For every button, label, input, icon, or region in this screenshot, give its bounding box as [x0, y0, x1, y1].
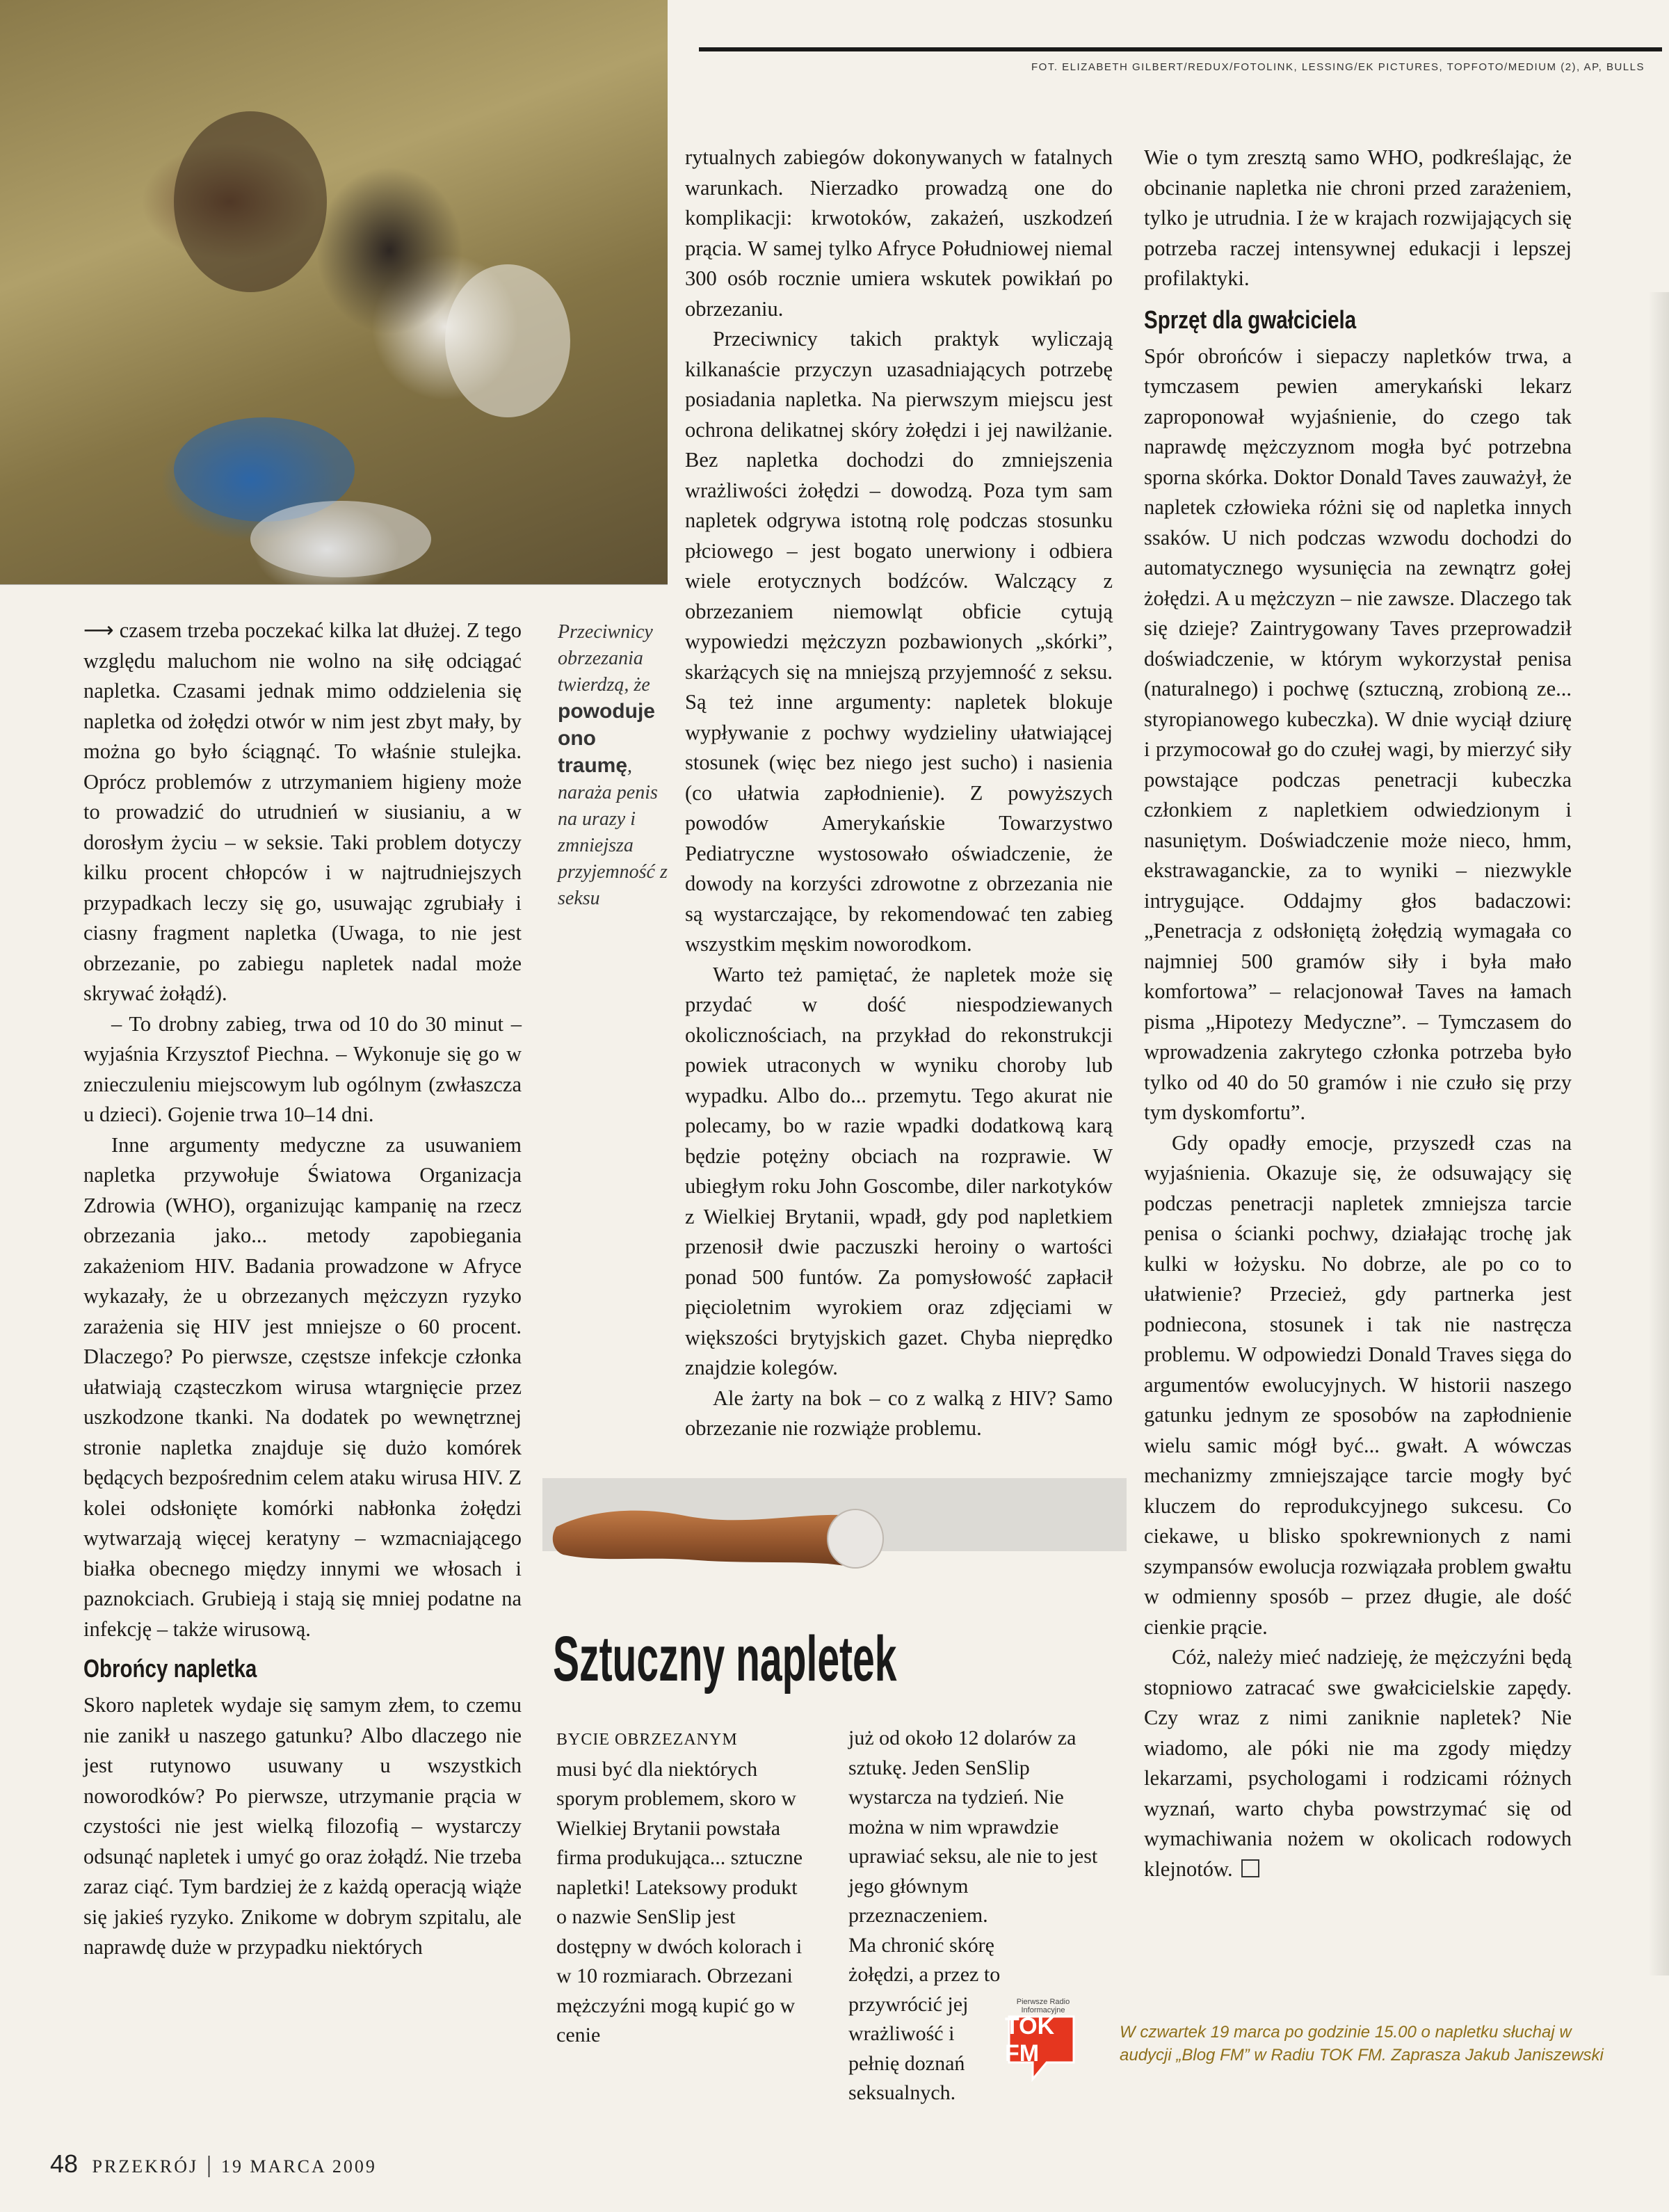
- col1-paragraph-4: Skoro napletek wydaje się samym złem, to czemu nie zanikł u naszego gatunku? Albo dlaczego nie jest rutynowo usuwany u wszystkich noworodków? Po pierwsze, utrzymanie prącia w czystości nie jest wielką filozofią – wystarczy odsunąć napletek i umyć go oraz żołądź. Nie trzeba zaraz ciąć. Tym bardziej że z każdą operacją wiąże się jakieś ryzyko. Znikome w dobrym szpitalu, ale naprawdę duże w przypadku niektórych: [83, 1693, 522, 1959]
- pull-quote-before: Przeciwnicy obrzezania twierdzą, że: [558, 621, 653, 696]
- box-right-paragraph-2: Ma chronić skórę żołędzi, a przez to przywrócić jej wrażliwość i pełnię doznań seksualnych.: [848, 1933, 1001, 2104]
- col3-p4-text: Cóż, należy mieć nadzieję, że mężczyźni będą stopniowo zatracać swe gwałcicielskie zapędy. Czy wraz z nimi zaniknie napletek? Nie wiadomo, ale póki nie ma zgody między lekarzami, psychologami i rodzicami różnych wyznań, warto chyba powstrzymać się od wymachiwania nożem w okolicach rodowych klejnotów.: [1144, 1645, 1572, 1881]
- col3-paragraph-4: [1144, 1642, 1572, 1884]
- col3-subheading: Sprzęt dla gwałciciela: [1144, 305, 1357, 334]
- box-column-left: [556, 1724, 807, 2051]
- credit-rule: [699, 47, 1662, 51]
- col3-paragraph-3: Gdy opadły emocje, przyszedł czas na wyjaśnienia. Okazuje się, że odsuwający się podczas penetracji napletek zmniejsza tarcie penisa o ścianki pochwy, działając trochę jak kulki w łożysku. No dobrze, ale po co to ułatwienie? Przecież, gdy partnerka jest podniecona, stosunek i tak nie nastręcza problemu. W odpowiedzi Donald Traves sięga do argumentów ewolucyjnych. W historii naszego gatunku jednym ze sposobów na zapłodnienie wielu samic mógł być... gwałt. A wówczas mechanizmy zmniejszające tarcie mogły być kluczem do reprodukcyjnego sukcesu. Co ciekawe, u blisko spokrewnionych z nami szympansów ewolucja rozwiązała problem gwałtu w odmienny sposób – przez długie, ale dość cienkie prącie.: [1144, 1130, 1572, 1639]
- box-lead: BYCIE OBRZEZANYM: [556, 1731, 738, 1749]
- photo-bag: [445, 264, 570, 417]
- issue-date: 19 MARCA 2009: [220, 2156, 377, 2177]
- pull-quote-after: , naraża penis na urazy i zmniejsza przyjemność z seksu: [558, 755, 668, 909]
- box-left-paragraph: [556, 1724, 807, 2051]
- photo-gloves: [250, 501, 431, 577]
- article-photo: [0, 0, 668, 585]
- col1-paragraph-3: Inne argumenty medyczne za usuwaniem napletka przywołuje Światowa Organizacja Zdrowia (WHO), organizując kampanię na rzecz obrzezania jako... metody zapobiegania zakażeniom HIV. Badania prowadzone w Afryce wykazały, że u obrzezanych mężczyzn ryzyko zarażenia się HIV jest mniejsze o 60 procent. Dlaczego? Po pierwsze, częstsze infekcje członka ułatwiają cząsteczkom wirusa wtargnięcie przez uszkodzone tkanki. Na dodatek po wewnętrznej stronie napletka znajduje się dużo komórek będących bezpośrednim celem ataku wirusa HIV. Z kolei odsłonięte komórki nabłonka żołędzi wytwarzają więcej keratyny – wzmacniającego białka obecnego między innymi we włosach i paznokciach. Grubieją i stają się mniej podatne na infekcję – także wirusową.: [83, 1132, 522, 1641]
- col1-p1-text: czasem trzeba poczekać kilka lat dłużej. Z tego względu maluchom nie wolno na siłę odciągać napletka. Czasami jednak mimo oddzielenia się napletka od żołędzi otwór w nim jest zbyt mały, by można go było ściągnąć. To właśnie stulejka. Oprócz problemów z utrzymaniem higieny może to prowadzić do utrudnień w siusianiu, a w dorosłym życiu – w seksie. Taki problem dotyczy kilku procent chłopców i w najtrudniejszych przypadkach leczy się go, usuwając zgrubiały i ciasny fragment napletka (Uwaga, to nie jest obrzezanie, po zabiegu napletek nadal może skrywać żołądź).: [83, 618, 522, 1005]
- col1-subheading: Obrońcy napletka: [83, 1654, 257, 1683]
- box-right-paragraph-1: już od około 12 dolarów za sztukę. Jeden SenSlip wystarcza na tydzień. Nie można w nim wprawdzie uprawiać seksu, ale nie to jest jego głównym przeznaczeniem.: [848, 1726, 1098, 1927]
- page-number: 48: [50, 2149, 79, 2178]
- col2-paragraph-2: Przeciwnicy takich praktyk wyliczają kilkanaście przyczyn uzasadniających potrzebę posiadania napletka. Na pierwszym miejscu jest ochrona delikatnej skóry żołędzi i jej nawilżanie. Bez napletka dochodzi do zmniejszenia wrażliwości żołędzi – dowodzą. Poza tym sam napletek odgrywa istotną rolę podczas stosunku płciowego – jest bogato unerwiony i odbiera wiele erotycznych bodźców. Walczący z obrzezaniem niemowląt obficie cytują wypowiedzi mężczyzn pozbawionych „skórki”, skarżących się na mniejszą przyjemność z seksu. Są też inne argumenty: napletek blokuje wypływanie z pochwy wydzieliny ułatwiającej stosunek (więc bez niego jest sucho) i nasienia (co ułatwia zapłodnienie). Z powyższych powodów Amerykańskie Towarzystwo Pediatryczne wystosowało oświadczenie, że dowody na korzyści zdrowotne z obrzezania nie są wystarczające, by rekomendować ten zabieg wszystkim męskim noworodkom.: [685, 327, 1113, 956]
- pull-quote-bold: powoduje ono traumę: [558, 700, 655, 777]
- col2-paragraph-1: rytualnych zabiegów dokonywanych w fatalnych warunkach. Nierzadko prowadzą one do komplikacji: krwotoków, zakażeń, uszkodzeń prącia. W samej tylko Afryce Południowej niemal 300 osób rocznie umiera wskutek powikłań po obrzezaniu.: [685, 145, 1113, 321]
- footer-separator: |: [207, 2152, 213, 2178]
- arrow-right-icon: ⟶: [83, 618, 114, 643]
- page-footer: [50, 2149, 377, 2179]
- tok-fm-logo-text: TOK FM: [1005, 2013, 1055, 2067]
- magazine-name: PRZEKRÓJ: [92, 2156, 199, 2177]
- column-1: [83, 616, 522, 1963]
- col2-paragraph-3: Warto też pamiętać, że napletek może się przydać w dość niespodziewanych okolicznościach, na przykład do rekonstrukcji powiek utraconych w wyniku choroby lub wypadku. Albo do... przemytu. Tego akurat nie polecamy, bo w razie wpadki dodatkową karą będzie potężny obciach na rozprawie. W ubiegłym roku John Goscombe, diler narkotyków z Wielkiej Brytanii, wpadł, gdy pod napletkiem przenosił dwie paczuszki heroiny o wartości ponad 500 funtów. Za pomysłowość zapłacił pięcioletnim wyrokiem oraz zdjęciami w większości brytyjskich gazet. Chyba nieprędko znajdzie kolegów.: [685, 962, 1113, 1379]
- col3-paragraph-2: Spór obrońców i siepaczy napletków trwa, a tymczasem pewien amerykański lekarz zaproponował wyjaśnienie, do czego tak naprawdę mężczyznom mogła być potrzebna sporna skórka. Doktor Donald Taves zauważył, że napletek człowieka różni się od napletka innych ssaków. U nich podczas wzwodu dochodzi do automatycznego wysunięcia na zewnątrz gołej żołędzi. A u mężczyzn – nie zawsze. Dlaczego tak się dzieje? Zaintrygowany Taves przeprowadził doświadczenie, w którym wykorzystał penisa (naturalnego) i pochwę (sztuczną, zrobioną ze... styropianowego kubeczka). W dnie wyciął dziurę i przymocował go do czułej wagi, by mierzyć siły powstające podczas penetracji kubeczka członkiem z napletkiem odwiedzionym i nasuniętym. Doświadczenie może nieco, hmm, ekstrawaganckie, za to wyniki – niezwykle intrygujące. Oddajmy głos badaczowi: „Penetracja z odsłoniętą żołędzią wymagała co najmniej 500 gramów siły i była mało komfortowa” – relacjonował Taves na łamach pisma „Hipotezy Medyczne”. – Tymczasem do wprowadzenia zakrytego członka potrzeba było tylko od 40 do 50 gramów i nie czuło się przy tym dyskomfortu”.: [1144, 344, 1572, 1124]
- tok-fm-tagline: Pierwsze Radio Informacyjne: [1016, 1998, 1070, 2014]
- col2-paragraph-4: Ale żarty na bok – co z walką z HIV? Samo obrzezanie nie rozwiąże problemu.: [685, 1386, 1113, 1440]
- page-edge-shadow: [1648, 292, 1669, 1975]
- col3-paragraph-1: Wie o tym zresztą samo WHO, podkreślając, że obcinanie napletka nie chroni przed zarażeniem, tylko je utrudnia. I że w krajach rozwijających się potrzeba raczej intensywnej edukacji i lepszej profilaktyki.: [1144, 145, 1572, 290]
- col1-paragraph-1: [83, 616, 522, 1009]
- radio-promo: W czwartek 19 marca po godzinie 15.00 o napletku słuchaj w audycji „Blog FM” w Radiu TOK FM. Zaprasza Jakub Janiszewski: [1120, 2023, 1604, 2065]
- column-3: [1144, 143, 1572, 1884]
- photo-credit: FOT. ELIZABETH GILBERT/REDUX/FOTOLINK, LESSING/EK PICTURES, TOPFOTO/MEDIUM (2), AP, BULLS: [1031, 61, 1645, 73]
- column-2: [685, 143, 1113, 1444]
- box-title: Sztuczny napletek: [553, 1624, 897, 1694]
- box-left-text: musi być dla niektórych sporym problemem, skoro w Wielkiej Brytanii powstała firma produkująca... sztuczne napletki! Lateksowy produkt o nazwie SenSlip jest dostępny w dwóch kolorach i w 10 rozmiarach. Obrzezani mężczyźni mogą kupić go w cenie: [556, 1757, 803, 2046]
- photo-shadow: [174, 111, 327, 292]
- pull-quote: [558, 619, 676, 912]
- prosthetic-foreskin-image: [549, 1496, 897, 1579]
- end-of-article-icon: [1241, 1859, 1259, 1877]
- col1-paragraph-2: – To drobny zabieg, trwa od 10 do 30 minut – wyjaśnia Krzysztof Piechna. – Wykonuje się go w znieczuleniu miejscowym lub ogólnym (zwłaszcza u dzieci). Gojenie trwa 10–14 dni.: [83, 1011, 522, 1126]
